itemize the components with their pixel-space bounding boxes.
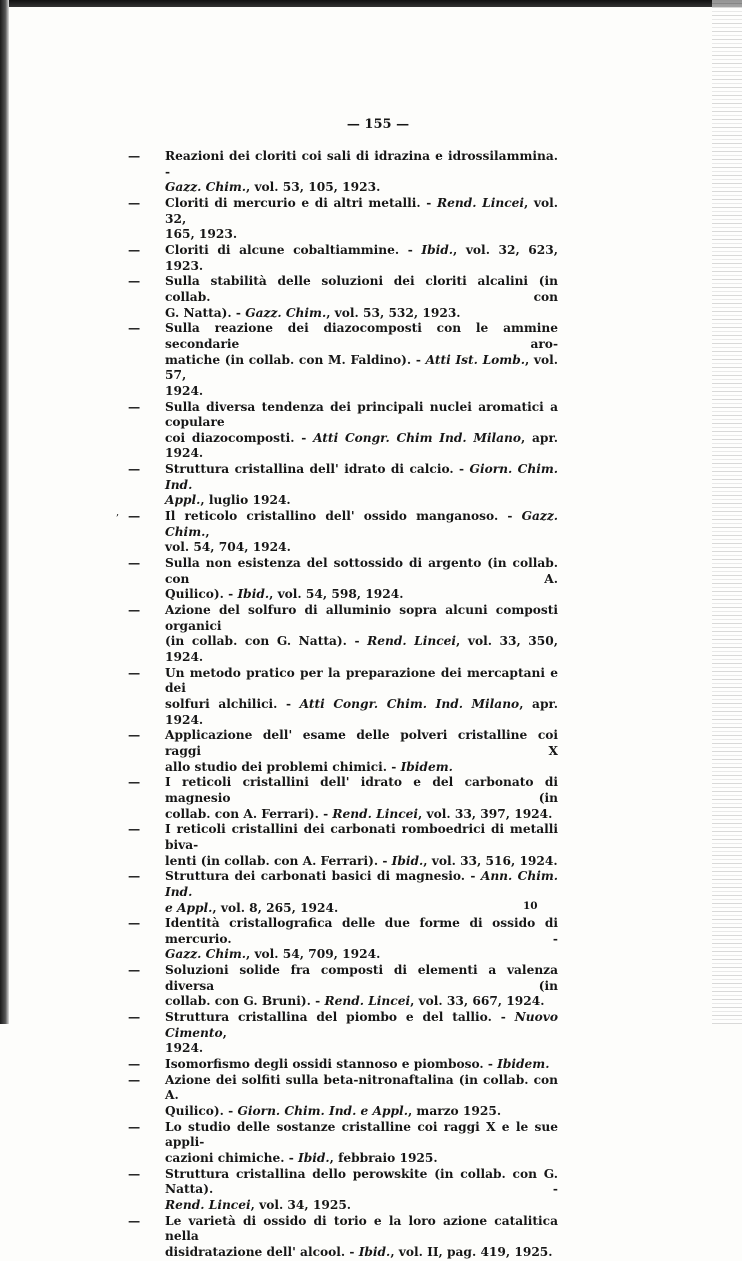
entry-segment: , vol. 54, 598, 1924. [269,587,404,602]
entry-line [128,1151,558,1167]
entry-segment: G. Natta). - [165,305,246,320]
entry-line [128,869,558,900]
entry-segment: Un metodo pratico per la preparazione dei mercaptani e dei [165,665,558,696]
page-number: — 155 — [346,117,410,132]
entry-segment: , vol. 53, 105, 1923. [245,180,381,195]
entry-segment: Sulla non esistenza del sottossido di argento (in collab. con A. [165,556,558,586]
journal-citation: Giorn. Chim. Ind. e Appl. [237,1104,408,1119]
entry-segment: disidratazione dell' alcool. - [165,1244,359,1259]
entry-line [128,274,558,305]
bibliography-entry [128,556,558,603]
entry-line [128,603,558,634]
entry-text [165,1073,558,1104]
entry-text [165,1167,558,1198]
entry-segment: Lo studio delle sostanze cristalline coi raggi X e le sue appli- [165,1119,558,1150]
entry-dash: — [128,556,141,571]
entry-dash: — [128,509,141,524]
entry-dash: — [128,1057,141,1072]
entry-segment: lenti (in collab. con A. Ferrari). - [165,853,392,868]
entry-line [128,1104,558,1120]
bibliography-entry [128,775,558,822]
bibliography-entry [128,1214,558,1261]
bibliography-entry [128,274,558,321]
entry-segment: Struttura cristallina dell' idrato di calcio. - [165,462,470,477]
entry-dash: — [128,775,141,790]
entry-dash: — [128,1072,141,1087]
signature-mark: 10 [523,900,538,912]
entry-line [128,149,558,180]
entry-segment: collab. con A. Ferrari). - [165,806,333,821]
entry-dash: — [128,963,141,978]
entry-text [165,1057,558,1073]
entry-line [128,540,558,556]
entry-line [128,587,558,603]
journal-citation: Ibid. [298,1151,330,1165]
scan-top-border [0,0,742,7]
entry-segment: , vol. 33, 350, 1924. [165,634,558,664]
entry-segment: I reticoli cristallini dei carbonati romboedrici di metalli biva- [165,822,558,852]
entry-text [165,556,558,587]
entry-segment: Azione dei solfiti sulla beta-nitronaftalina (in collab. con A. [165,1072,558,1103]
bibliography-entry [128,728,558,775]
entry-text [165,321,558,352]
entry-segment: , vol. 33, 516, 1924. [423,853,558,868]
journal-citation: Ibid. [237,587,270,602]
entry-segment: Sulla diversa tendenza dei principali nuclei aromatici a copulare [165,399,558,430]
entry-dash: — [128,1213,141,1228]
entry-segment: Soluzioni solide fra composti di elementi a valenza diversa (in [165,963,558,993]
entry-segment: , vol. 8, 265, 1924. [212,900,339,915]
bibliography-entry [128,822,558,869]
entry-segment: , vol. 33, 397, 1924. [418,806,553,821]
entry-line [128,634,558,665]
entry-dash: — [128,462,141,477]
entry-text [165,666,558,697]
entry-segment: Sulla reazione dei diazocomposti con le ammine secondarie aro- [165,321,558,351]
entry-dash: — [128,1119,141,1134]
journal-citation: Ibid. [358,1244,391,1259]
journal-citation: Gazz. Chim. [245,305,327,320]
bibliography-entry [128,963,558,1010]
bibliography-entry [128,509,558,556]
journal-citation: Giorn. Chim. Ind. [165,462,558,492]
entry-line [128,353,558,384]
scan-left-edge [0,0,9,1024]
journal-citation: Rend. Lincei [332,806,419,821]
entry-dash: — [128,149,141,163]
journal-citation: Ibid. [421,242,454,257]
entry-text [165,243,558,274]
entry-segment: coi diazocomposti. - [165,430,314,445]
entry-line [128,728,558,759]
journal-citation: Ibidem. [497,1057,550,1072]
entry-dash: — [128,1166,141,1181]
entry-segment: , [205,524,210,539]
entry-dash: — [128,916,141,931]
entry-text [165,728,558,759]
entry-segment: I reticoli cristallini dell' idrato e del carbonato di magnesio (in [165,775,558,805]
entry-text [165,1010,558,1041]
entry-line [128,196,558,227]
journal-citation: Rend. Lincei [324,994,411,1009]
entry-segment: , vol. 33, 667, 1924. [410,994,545,1009]
journal-citation: Ann. Chim. Ind. [165,869,558,899]
journal-citation: Atti Ist. Lomb. [425,352,525,367]
entry-line [128,509,558,540]
entry-segment: allo studio dei problemi chimici. - [165,759,401,774]
entry-line [128,1214,558,1245]
entry-line [128,180,558,196]
entry-text [165,963,558,994]
entry-line [128,1167,558,1198]
entry-segment: (in collab. con G. Natta). - [165,634,368,649]
entry-segment: , vol. 32, [165,195,558,226]
entry-line [128,556,558,587]
entry-segment: , febbraio 1925. [329,1151,438,1165]
entry-segment: , apr. 1924. [165,696,559,727]
entry-segment: , vol. 57, [165,352,558,383]
journal-citation: Appl. [165,493,201,508]
entry-line [128,854,558,870]
entry-line [128,384,558,400]
journal-citation: Rend. Lincei [367,634,457,649]
entry-line [128,760,558,776]
bibliography-entry [128,916,558,963]
entry-dash: — [128,822,141,837]
entry-dash: — [128,665,141,680]
entry-text [165,274,558,305]
entry-segment: Reazioni dei cloriti coi sali di idrazina e idrossilammina. - [165,149,558,179]
entry-text [165,916,558,947]
entry-segment: vol. 54, 704, 1924. [165,540,291,555]
entry-line [128,775,558,806]
entry-line [128,306,558,322]
journal-citation: Ibidem. [400,759,453,774]
entry-segment: Quilico). - [165,587,238,602]
entry-text [165,509,558,540]
entry-segment: solfuri alchilici. - [165,696,300,711]
entry-segment: , vol. 54, 709, 1924. [245,947,381,962]
entry-line [128,1041,558,1057]
scan-right-edge [712,0,742,1024]
entry-line [128,243,558,274]
entry-segment: Il reticolo cristallino dell' ossido manganoso. - [165,509,522,524]
bibliography-entry [128,666,558,729]
journal-citation: Gazz. Chim. [165,180,246,195]
entry-segment: Identità cristallografica delle due forme di ossido di mercurio. - [165,916,558,946]
entry-segment: Le varietà di ossido di torio e la loro azione catalitica nella [165,1213,558,1244]
entry-line [128,431,558,462]
bibliography-entry [128,196,558,243]
entry-dash: — [128,242,141,257]
entry-dash: — [128,869,141,884]
bibliography-list [128,149,558,1261]
entry-segment: Isomorfismo degli ossidi stannoso e piomboso. - [165,1057,498,1072]
entry-segment: 165, 1923. [165,227,238,242]
entry-segment: Sulla stabilità delle soluzioni dei cloriti alcalini (in collab. con [165,274,558,304]
bibliography-entry [128,1167,558,1214]
entry-segment: , luglio 1924. [200,493,291,508]
entry-dash: — [128,274,141,289]
entry-segment: cazioni chimiche. - [165,1151,298,1165]
journal-citation: Nuovo Cimento [165,1010,558,1040]
entry-line [128,666,558,697]
bibliography-entry [128,149,558,196]
entry-text [165,775,558,806]
entry-text [165,196,558,227]
journal-citation: e Appl. [165,900,213,915]
entry-text [165,1120,558,1151]
bibliography-entry [128,1010,558,1057]
entry-dash: — [128,195,141,210]
entry-segment: , vol. 34, 1925. [250,1197,352,1212]
entry-segment: , apr. 1924. [165,430,558,461]
entry-segment: collab. con G. Bruni). - [165,994,325,1009]
entry-line [128,1198,558,1214]
entry-dash: — [128,728,141,743]
entry-line [128,1010,558,1041]
entry-text [165,400,558,431]
entry-line [128,697,558,728]
bibliography-entry [128,243,558,274]
entry-segment: Applicazione dell' esame delle polveri cristalline coi raggi X [165,728,558,758]
entry-text [165,603,558,634]
entry-dash: — [128,399,141,414]
entry-text [165,822,558,853]
bibliography-entry [128,321,558,399]
entry-segment: Azione del solfuro di alluminio sopra alcuni composti organici [165,603,558,633]
bibliography-entry [128,1073,558,1120]
entry-line [128,1073,558,1104]
entry-segment: Struttura dei carbonati basici di magnesio. - [165,869,481,884]
entry-segment: , marzo 1925. [407,1104,502,1119]
margin-mark: , [116,507,120,518]
entry-segment: 1924. [165,383,204,398]
entry-text [165,462,558,493]
entry-text [165,1214,558,1245]
entry-segment: , vol. 32, 623, 1923. [165,242,558,273]
entry-line [128,901,558,917]
bibliography-entry [128,869,558,916]
entry-line [128,227,558,243]
bibliography-entry [128,1120,558,1167]
entry-line [128,807,558,823]
journal-citation: Gazz. Chim. [165,509,558,539]
entry-line [128,400,558,431]
entry-line [128,822,558,853]
journal-citation: Rend. Lincei [437,195,525,210]
entry-segment: , vol. 53, 532, 1923. [326,305,461,320]
entry-text [165,869,558,900]
entry-line [128,947,558,963]
entry-line [128,462,558,493]
journal-citation: Gazz. Chim. [165,947,246,962]
entry-segment: Struttura cristallina dello perowskite (in collab. con G. Natta). - [165,1166,558,1197]
journal-citation: Ibid. [391,853,424,868]
entry-line [128,1120,558,1151]
journal-citation: Rend. Lincei [165,1197,251,1212]
entry-text [165,149,558,180]
entry-dash: — [128,321,141,336]
entry-line [128,994,558,1010]
entry-line [128,321,558,352]
entry-segment: Cloriti di mercurio e di altri metalli. - [165,195,438,210]
entry-segment: Cloriti di alcune cobaltiammine. - [165,242,422,257]
entry-dash: — [128,1010,141,1025]
bibliography-entry [128,603,558,666]
entry-segment: matiche (in collab. con M. Faldino). - [165,352,426,367]
entry-line [128,1245,558,1261]
entry-segment: Struttura cristallina del piombo e del tallio. - [165,1010,515,1025]
bibliography-entry [128,400,558,463]
bibliography-entry [128,462,558,509]
entry-line [128,916,558,947]
journal-citation: Atti Congr. Chim. Ind. Milano [299,696,520,711]
entry-segment: 1924. [165,1041,204,1056]
entry-dash: — [128,603,141,618]
entry-segment: , vol. II, pag. 419, 1925. [390,1244,553,1259]
entry-line [128,1057,558,1073]
entry-segment: Quilico). - [165,1104,238,1119]
entry-line [128,963,558,994]
journal-citation: Atti Congr. Chim Ind. Milano [313,430,522,445]
entry-segment: , [222,1025,227,1040]
bibliography-entry [128,1057,558,1073]
entry-line [128,493,558,509]
